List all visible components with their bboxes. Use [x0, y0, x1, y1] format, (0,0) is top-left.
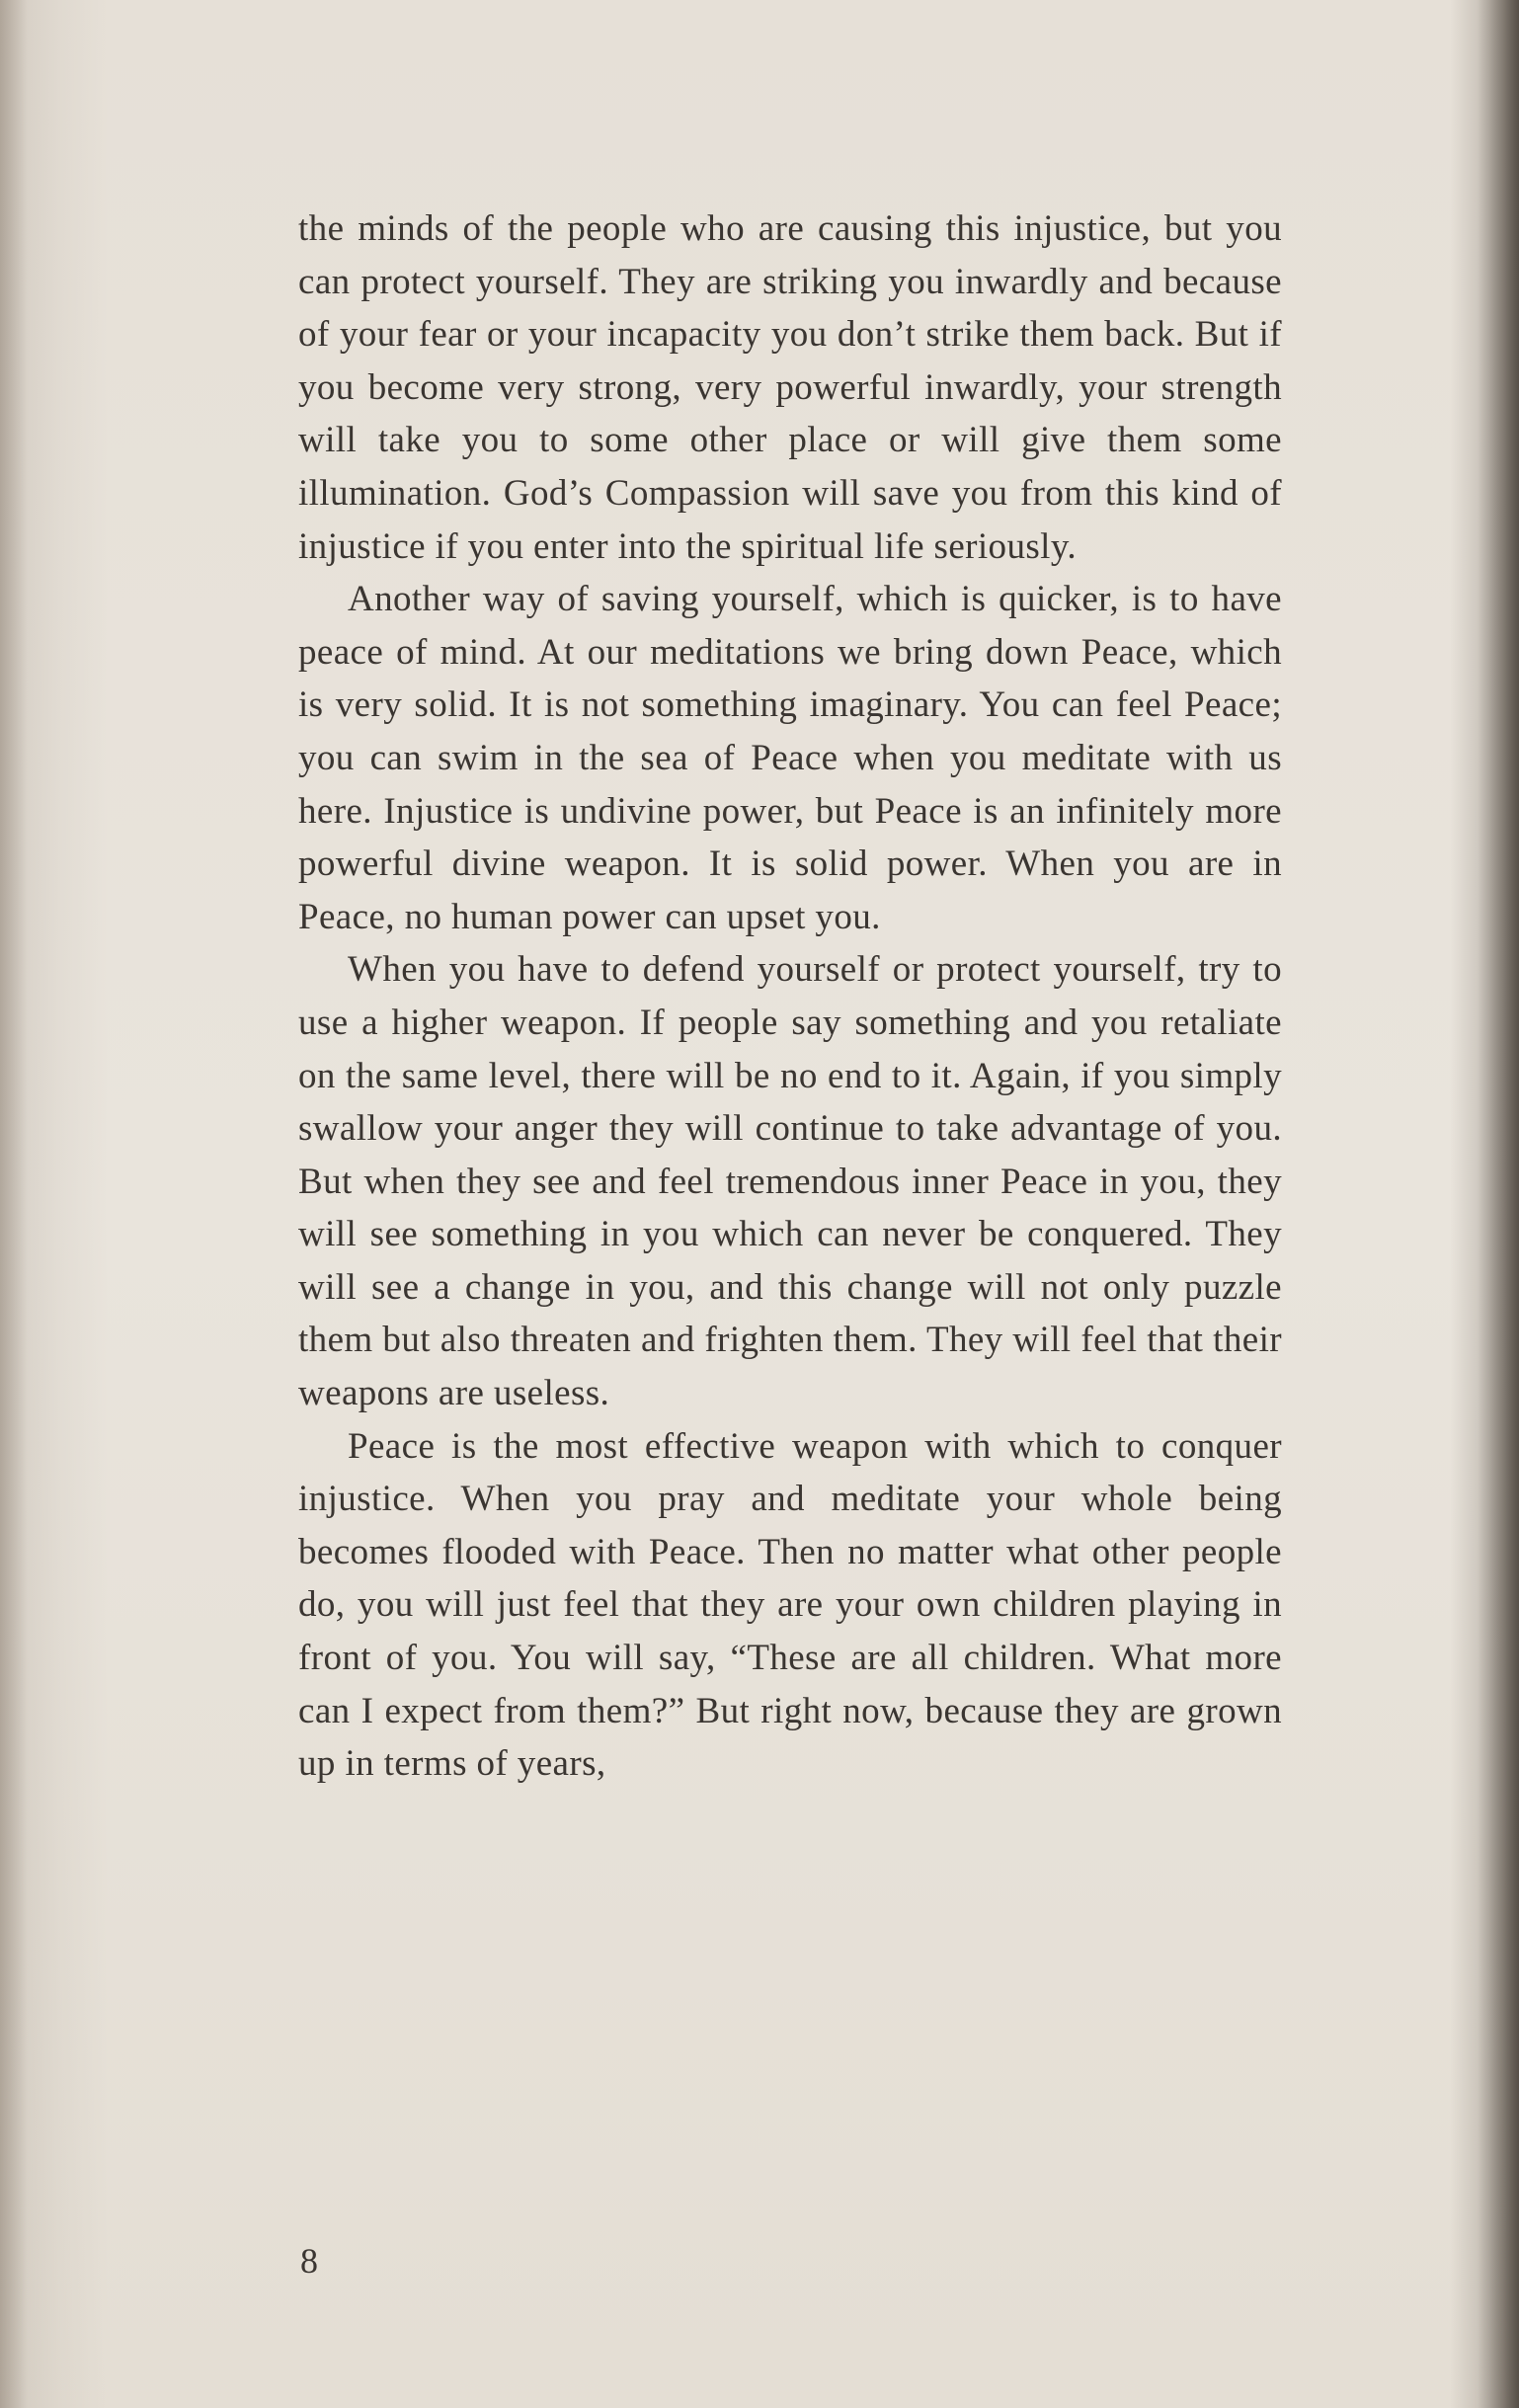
paragraph-1: the minds of the people who are causing this injustice, but you can protect yourself. They are striking you inwardly and because of your fear or your incapacity you don’t strike them back. But if you become very strong, very powerful inwardly, your strength will take you to some other place or will give them some illumination. God’s Compassion will save you from this kind of injustice if you enter into the spiritual life seriously.: [298, 208, 1282, 567]
spine-shadow: [1478, 0, 1519, 2408]
paragraph-2: Another way of saving yourself, which is quicker, is to have peace of mind. At our meditations we bring down Peace, which is very solid. It is not something imaginary. You can feel Peace; you can swim in the sea of Peace when you meditate with us here. Injustice is undivine power, but Peace is an infinitely more powerful divine weapon. It is solid power. When you are in Peace, no human power can upset you.: [298, 579, 1282, 937]
page-left-edge-shadow: [0, 0, 28, 2408]
body-text: [298, 202, 1282, 1791]
paragraph-3: When you have to defend yourself or protect yourself, try to use a higher weapon. If people say something and you retaliate on the same level, there will be no end to it. Again, if you simply swallow your anger they will continue to take advantage of you. But when they see and feel tremendous inner Peace in you, they will see something in you which can never be conquered. They will see a change in you, and this change will not only puzzle them but also threaten and frighten them. They will feel that their weapons are useless.: [298, 949, 1282, 1414]
paragraph-4: Peace is the most effective weapon with which to conquer injustice. When you pray and meditate your whole being becomes flooded with Peace. Then no matter what other people do, you will just feel that they are your own children playing in front of you. You will say, “These are all children. What more can I expect from them?” But right now, because they are grown up in terms of years,: [298, 1425, 1282, 1785]
page-number: 8: [300, 2241, 318, 2281]
